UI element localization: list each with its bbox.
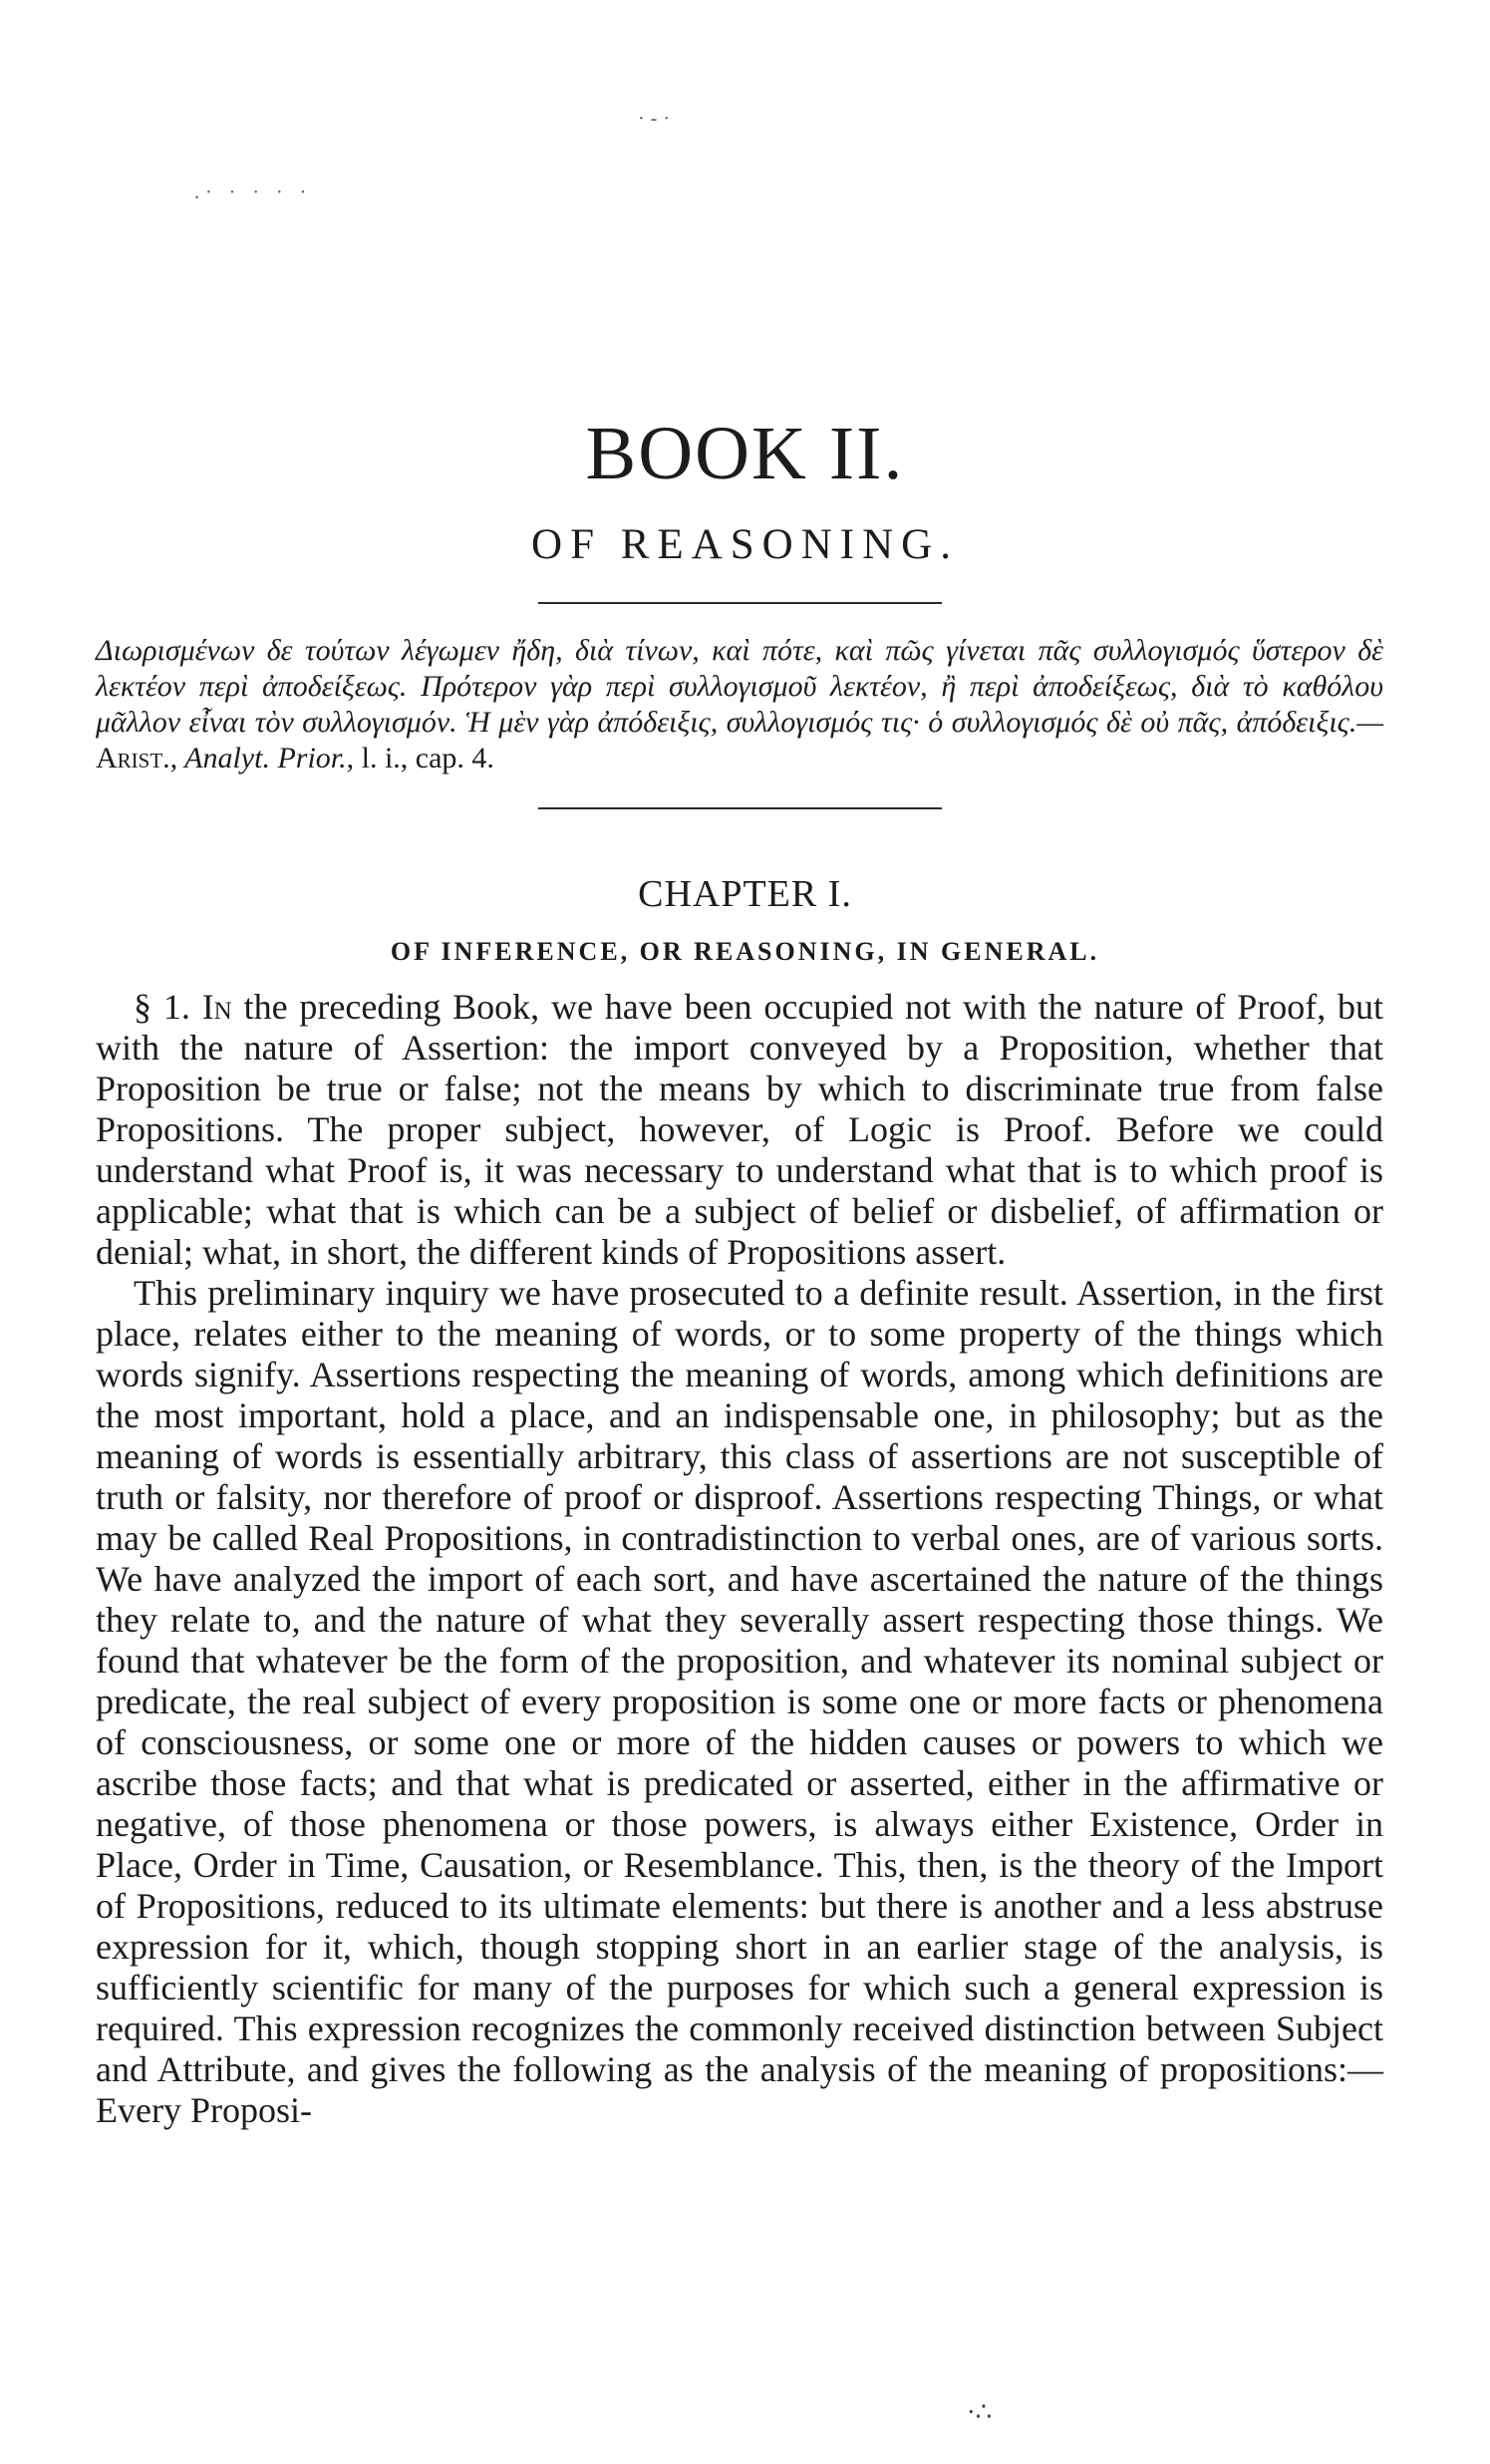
print-specks-top: ·‑· xyxy=(638,108,676,130)
body-text xyxy=(96,987,1383,2131)
paragraph-1 xyxy=(96,987,1383,1273)
book-subtitle: OF REASONING. xyxy=(531,521,959,568)
page-mark: ·∴ xyxy=(967,2397,993,2426)
section-number: § 1. xyxy=(134,987,190,1027)
paragraph-2: This preliminary inquiry we have prosecuted to a definite result. Assertion, in the first place, relates either to the meaning of words, or to some property of the things which words signify. Assertions respecting the meaning of words, among which definitions are the most important, hold a place, and an indispensable one, in philosophy; but as the meaning of words is essentially arbitrary, this class of assertions are not susceptible of truth or falsity, nor therefore of proof or disproof. Assertions respecting Things, or what may be called Real Propositions, in contradistinction to verbal ones, are of various sorts. We have analyzed the import of each sort, and have ascertained the nature of the things they relate to, and the nature of what they severally assert respecting those things. We found that whatever be the form of the proposition, and whatever its nominal subject or predicate, the real subject of every proposition is some one or more facts or phenomena of consciousness, or some one or more of the hidden causes or powers to which we ascribe those facts; and that what is predicated or asserted, either in the affirmative or negative, of those phenomena or those powers, is always either Existence, Order in Place, Order in Time, Causation, or Resemblance. This, then, is the theory of the Import of Propositions, reduced to its ultimate elements: but there is another and a less abstruse expression for it, which, though stopping short in an earlier stage of the analysis, is sufficiently scientific for many of the purposes for which such a general expression is required. This expression recognizes the commonly received distinction between Subject and Attribute, and gives the following as the analysis of the meaning of propositions:—Every Proposi- xyxy=(96,1273,1383,2130)
paragraph-1-text: the preceding Book, we have been occupied not with the nature of Proof, but with the nature of Assertion: the import conveyed by a Proposition, whether that Proposition be true or false; not the means by which to discriminate true from false Propositions. The proper subject, however, of Logic is Proof. Before we could understand what Proof is, it was necessary to understand what that is to which proof is applicable; what that is which can be a subject of belief or disbelief, of affirmation or denial; what, in short, the different kinds of Propositions assert. xyxy=(96,987,1384,1272)
divider-top xyxy=(538,602,942,604)
epigraph-citation-work: , Analyt. Prior. xyxy=(169,742,347,774)
divider-bottom xyxy=(538,807,942,809)
epigraph-citation-rest: , l. i., cap. 4. xyxy=(346,742,494,774)
epigraph xyxy=(96,633,1383,776)
epigraph-citation-author: Arist. xyxy=(96,742,170,774)
book-title: BOOK II. xyxy=(585,412,905,495)
chapter-subtitle: OF INFERENCE, OR REASONING, IN GENERAL. xyxy=(390,937,1100,966)
print-specks-upper: .· · · · · xyxy=(194,181,313,203)
chapter-title: CHAPTER I. xyxy=(638,873,852,915)
first-word: In xyxy=(201,987,232,1027)
epigraph-greek: Διωρισμένων δε τούτων λέγωμεν ἤδη, διὰ τίνων, καὶ πότε, καὶ πῶς γίνεται πᾶς συλλογισμός ὕστερον δὲ λεκτέον περὶ ἀποδείξεως. Πρότερον γὰρ περὶ συλλογισμοῦ λεκτέον, ἢ περὶ ἀποδείξεως, διὰ τὸ καθόλου μᾶλλον εἶναι τὸν συλλογισμόν. Ἡ μὲν γὰρ ἀπόδειξις, συλλογισμός τις· ὁ συλλογισμός δὲ οὐ πᾶς, ἀπόδειξις.— xyxy=(96,634,1383,739)
